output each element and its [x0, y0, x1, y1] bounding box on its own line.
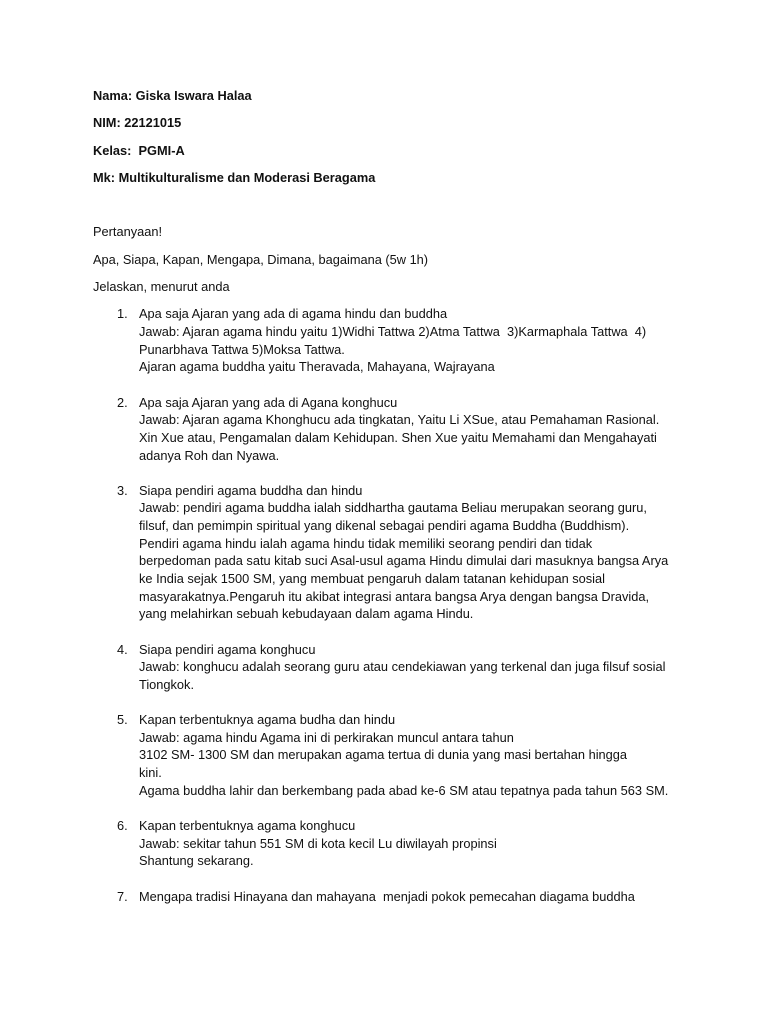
instruction: Jelaskan, menurut anda — [93, 279, 230, 295]
item-question: Kapan terbentuknya agama budha dan hindu — [139, 712, 396, 728]
item-question: Apa saja Ajaran yang ada di agama hindu dan buddha — [139, 306, 448, 322]
item-answer-line: Xin Xue atau, Pengamalan dalam Kehidupan. Shen Xue yaitu Memahami dan Mengahayati — [139, 429, 657, 445]
list-item — [93, 394, 733, 465]
item-answer-line: Pendiri agama hindu ialah agama hindu tidak memiliki seorang pendiri dan tidak — [139, 535, 593, 551]
item-answer-line: adanya Roh dan Nyawa. — [139, 447, 280, 463]
item-answer-line: Shantung sekarang. — [139, 853, 254, 869]
item-answer-line: Jawab: pendiri agama buddha ialah siddhartha gautama Beliau merupakan seorang guru, — [139, 500, 647, 516]
student-name: Nama: Giska Iswara Halaa — [93, 88, 252, 103]
item-answer-line: Jawab: konghucu adalah seorang guru atau cendekiawan yang terkenal dan juga filsuf sosial — [139, 659, 666, 675]
item-question: Siapa pendiri agama konghucu — [139, 641, 316, 657]
course-name: Mk: Multikulturalisme dan Moderasi Beragama — [93, 169, 376, 185]
list-item — [93, 711, 733, 799]
item-answer-line: filsuf, dan pemimpin spiritual yang dikenal sebagai pendiri agama Buddha (Buddhism). — [139, 518, 630, 534]
item-number: 4. — [117, 641, 128, 657]
item-answer-line: berpedoman pada satu kitab suci Asal-usul agama Hindu dimulai dari masuknya bangsa Arya — [139, 553, 669, 569]
item-answer-line: ke India sejak 1500 SM, yang membuat pengaruh dalam tatanan kehidupan sosial — [139, 570, 605, 586]
item-answer-line: yang melahirkan sebuah kebudayaan dalam agama Hindu. — [139, 606, 474, 622]
item-number: 6. — [117, 817, 128, 833]
list-item — [93, 817, 733, 870]
blank-paragraph — [93, 196, 733, 223]
list-item — [93, 305, 733, 376]
item-number: 7. — [117, 888, 128, 904]
item-number: 3. — [117, 482, 128, 498]
item-number: 2. — [117, 394, 128, 410]
item-answer-line: kini. — [139, 765, 162, 781]
list-item — [93, 888, 733, 906]
student-nim: NIM: 22121015 — [93, 115, 182, 131]
item-answer-line: Agama buddha lahir dan berkembang pada abad ke-6 SM atau tepatnya pada tahun 563 SM. — [139, 782, 669, 798]
item-number: 1. — [117, 306, 128, 322]
item-answer-line: Punarbhava Tattwa 5)Moksa Tattwa. — [139, 341, 345, 357]
item-answer-line: 3102 SM- 1300 SM dan merupakan agama tertua di dunia yang masi bertahan hingga — [139, 747, 628, 763]
question-list — [93, 305, 733, 905]
item-answer-line: Jawab: Ajaran agama Khonghucu ada tingkatan, Yaitu Li XSue, atau Pemahaman Rasional. — [139, 412, 660, 428]
document-content — [93, 87, 733, 923]
question-types: Apa, Siapa, Kapan, Mengapa, Dimana, bagaimana (5w 1h) — [93, 251, 429, 267]
student-class: Kelas: PGMI-A — [93, 142, 185, 158]
list-item — [93, 482, 733, 623]
item-question: Mengapa tradisi Hinayana dan mahayana menjadi pokok pemecahan diagama buddha — [139, 888, 635, 904]
item-answer-line: Jawab: sekitar tahun 551 SM di kota kecil Lu diwilayah propinsi — [139, 835, 497, 851]
item-question: Siapa pendiri agama buddha dan hindu — [139, 482, 363, 498]
questions-heading: Pertanyaan! — [93, 224, 163, 240]
item-answer-line: Jawab: Ajaran agama hindu yaitu 1)Widhi Tattwa 2)Atma Tattwa 3)Karmaphala Tattwa 4) — [139, 324, 647, 340]
item-question: Kapan terbentuknya agama konghucu — [139, 817, 356, 833]
item-answer-line: Tiongkok. — [139, 676, 195, 692]
list-item — [93, 641, 733, 694]
item-answer-line: masyarakatnya.Pengaruh itu akibat integrasi antara bangsa Arya dengan bangsa Dravida, — [139, 588, 650, 604]
item-question: Apa saja Ajaran yang ada di Agana konghucu — [139, 394, 398, 410]
item-number: 5. — [117, 712, 128, 728]
item-answer-line: Ajaran agama buddha yaitu Theravada, Mahayana, Wajrayana — [139, 359, 495, 375]
item-answer-line: Jawab: agama hindu Agama ini di perkirakan muncul antara tahun — [139, 729, 514, 745]
